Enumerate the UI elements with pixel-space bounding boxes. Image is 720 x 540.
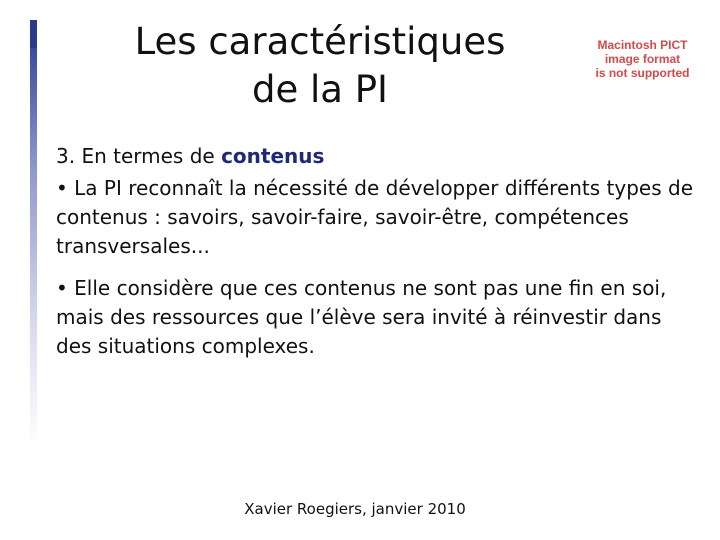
slide-title-line-2: de la PI — [252, 68, 388, 111]
placeholder-line-2: image format — [604, 52, 681, 66]
section-heading-prefix: 3. En termes de — [56, 144, 222, 168]
bullet-item-2: • Elle considère que ces contenus ne sont pas une fin en soi, mais des ressources que l’élève sera invité à réinvestir dans des situations complexes. — [56, 276, 667, 358]
accent-bar — [30, 20, 37, 48]
section-heading — [56, 142, 696, 171]
unsupported-image-placeholder — [580, 38, 705, 80]
placeholder-line-3: is not supported — [595, 66, 690, 80]
placeholder-line-1: Macintosh PICT — [597, 38, 688, 52]
slide-title-line-1: Les caractéristiques — [134, 20, 506, 63]
section-heading-highlight: contenus — [221, 144, 325, 168]
slide-title — [70, 18, 570, 114]
accent-bar-gradient — [30, 48, 37, 448]
footer-author-date: Xavier Roegiers, janvier 2010 — [244, 500, 466, 518]
bullet-item-1: • La PI reconnaît la nécessité de développer différents types de contenus : savoirs, savoir-faire, savoir-être, compétences transversales... — [56, 176, 694, 258]
slide-body — [56, 142, 696, 374]
